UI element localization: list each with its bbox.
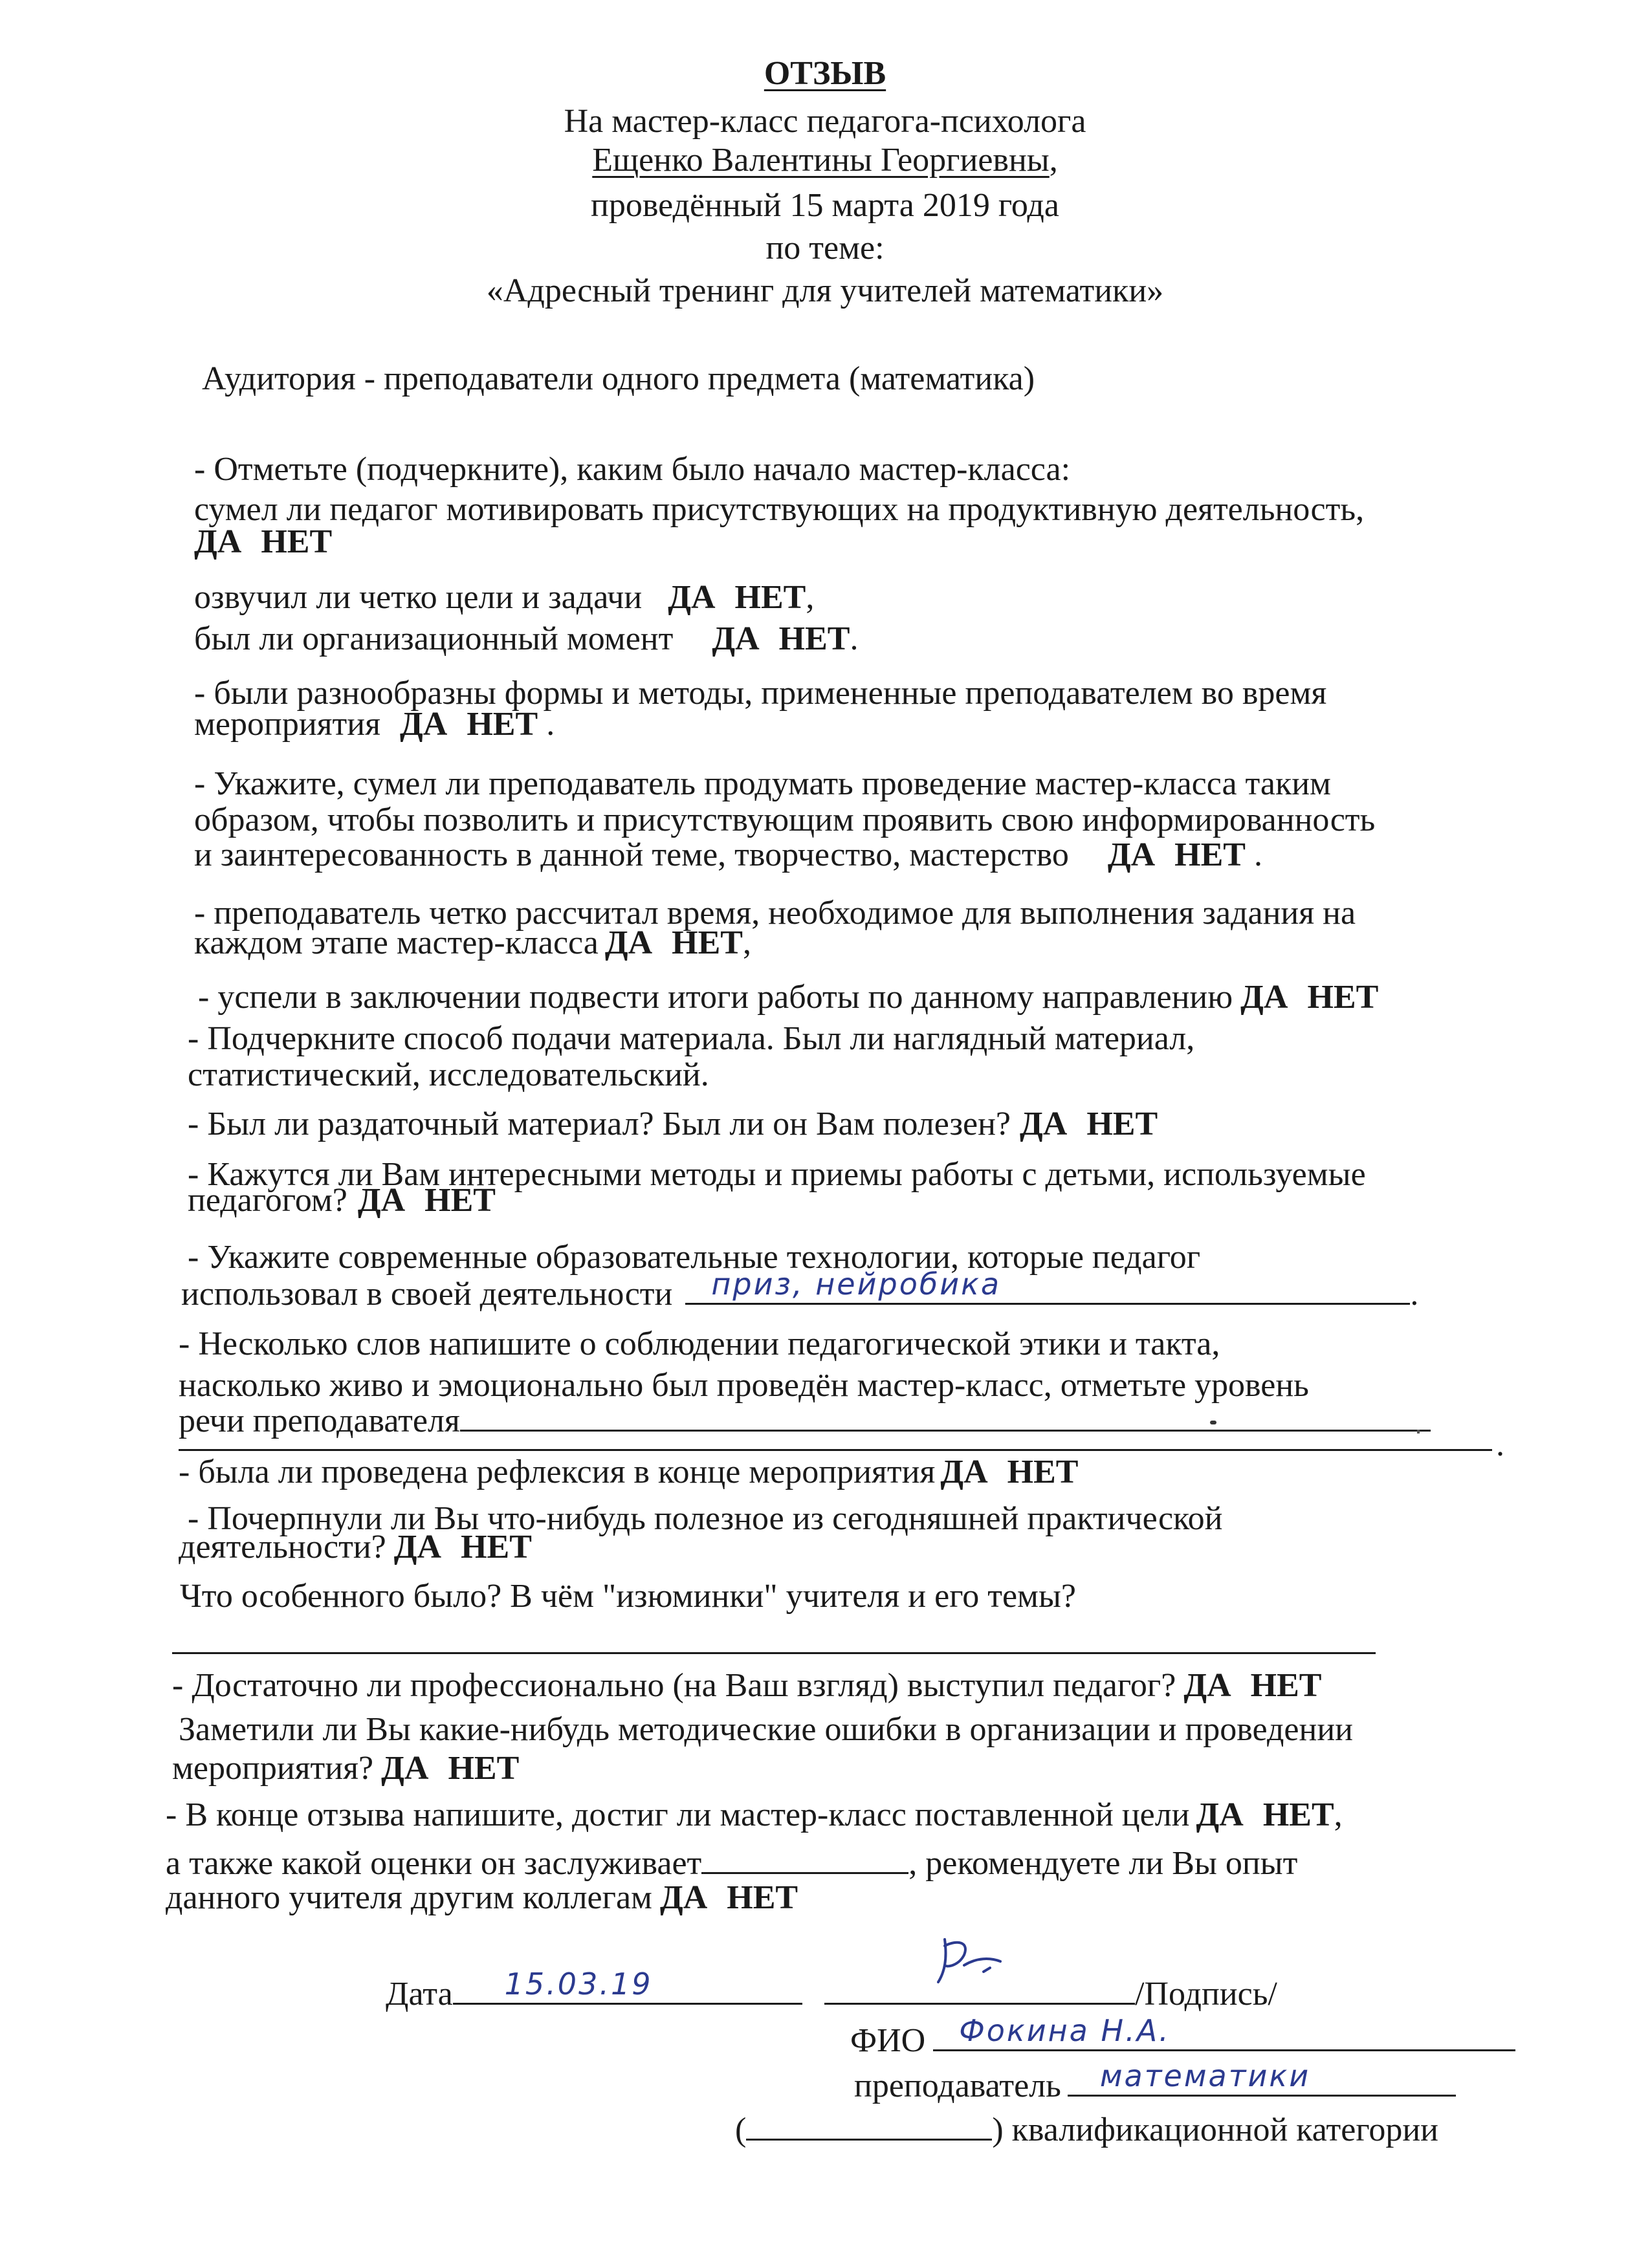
header-line-1: На мастер-класс педагога-психолога bbox=[564, 103, 1086, 140]
question-14b: деятельности? ДА НЕТ bbox=[179, 1529, 532, 1565]
question-5b: образом, чтобы позволить и присутствующим проявить свою информированность bbox=[194, 801, 1376, 838]
question-16: - Достаточно ли профессионально (на Ваш взгляд) выступил педагог? ДА НЕТ bbox=[172, 1667, 1322, 1704]
yes-option: ДА bbox=[659, 1879, 708, 1916]
no-option: НЕТ bbox=[467, 706, 538, 743]
grade-field[interactable] bbox=[701, 1844, 908, 1874]
technologies-handwritten: приз, нейробика bbox=[711, 1267, 1002, 1302]
yes-option: ДА bbox=[194, 523, 242, 560]
question-12c: речи преподавателя bbox=[179, 1401, 1431, 1438]
question-18a: - В конце отзыва напишите, достиг ли мастер-класс поставленной цели ДА НЕТ, bbox=[166, 1796, 1343, 1833]
yes-option: ДА bbox=[1240, 979, 1288, 1016]
teacher-name-line: Ещенко Валентины Георгиевны, bbox=[592, 142, 1058, 179]
no-option: НЕТ bbox=[1174, 836, 1246, 873]
signature-label: /Подпись/ bbox=[1135, 1976, 1277, 2012]
no-option: НЕТ bbox=[261, 523, 333, 560]
date-line: проведённый 15 марта 2019 года bbox=[591, 187, 1059, 224]
signature-mark bbox=[919, 1920, 1016, 1998]
no-option: НЕТ bbox=[424, 1182, 496, 1219]
teacher-row bbox=[854, 2058, 1456, 2104]
question-13: - была ли проведена рефлексия в конце мероприятия ДА НЕТ bbox=[179, 1454, 1079, 1490]
question-17b: мероприятия? ДА НЕТ bbox=[172, 1750, 520, 1787]
date-label: Дата bbox=[386, 1976, 453, 2012]
question-8a: - Подчеркните способ подачи материала. Был ли наглядный материал, bbox=[188, 1020, 1195, 1057]
question-17a: Заметили ли Вы какие-нибудь методические ошибки в организации и проведении bbox=[179, 1711, 1353, 1748]
question-2: озвучил ли четко цели и задачи ДА НЕТ, bbox=[194, 579, 815, 616]
date-row bbox=[386, 1967, 802, 2012]
category-field[interactable] bbox=[746, 2110, 992, 2141]
teacher-label: преподаватель bbox=[854, 2067, 1061, 2104]
no-option: НЕТ bbox=[1307, 979, 1379, 1016]
yes-option: ДА bbox=[1196, 1796, 1244, 1833]
question-1b: сумел ли педагог мотивировать присутствующих на продуктивную деятельность, bbox=[194, 491, 1365, 528]
question-12b: насколько живо и эмоционально был проведён мастер-класс, отметьте уровень bbox=[179, 1367, 1309, 1404]
date-handwritten: 15.03.19 bbox=[504, 1967, 653, 2001]
yes-option: ДА bbox=[400, 706, 448, 743]
question-12a: - Несколько слов напишите о соблюдении педагогической этики и такта, bbox=[179, 1325, 1220, 1362]
speech-level-end: . bbox=[1496, 1426, 1504, 1463]
fio-handwritten: Фокина Н.А. bbox=[959, 2013, 1171, 2048]
question-3: был ли организационный момент ДА НЕТ. bbox=[194, 620, 859, 657]
yes-option: ДА bbox=[712, 620, 760, 657]
speech-level-line-2 bbox=[179, 1449, 1492, 1451]
topic-label: по теме: bbox=[765, 230, 885, 267]
no-option: НЕТ bbox=[1250, 1667, 1322, 1704]
no-option: НЕТ bbox=[461, 1529, 532, 1565]
scan-speck bbox=[1417, 1430, 1420, 1434]
question-8b: статистический, исследовательский. bbox=[188, 1056, 709, 1093]
question-18c: данного учителя другим коллегам ДА НЕТ bbox=[166, 1879, 798, 1916]
fio-row bbox=[850, 2013, 1515, 2059]
yes-option: ДА bbox=[381, 1750, 429, 1787]
yes-option: ДА bbox=[604, 924, 653, 961]
teacher-name: Ещенко Валентины Георгиевны bbox=[592, 142, 1050, 179]
yes-option: ДА bbox=[668, 579, 716, 616]
question-4b: мероприятия ДА НЕТ . bbox=[194, 706, 555, 743]
subject-field[interactable] bbox=[1068, 2058, 1456, 2097]
audience: Аудитория - преподаватели одного предмета (математика) bbox=[202, 360, 1035, 397]
yes-option: ДА bbox=[357, 1182, 406, 1219]
question-18b: а также какой оценки он заслуживает , рекомендуете ли Вы опыт bbox=[166, 1845, 1298, 1882]
yes-option: ДА bbox=[940, 1454, 988, 1490]
highlights-answer-line[interactable] bbox=[172, 1652, 1376, 1654]
no-option: НЕТ bbox=[1262, 1796, 1334, 1833]
question-1a: - Отметьте (подчеркните), каким было начало мастер-класса: bbox=[194, 451, 1071, 488]
no-option: НЕТ bbox=[778, 620, 850, 657]
answer-1 bbox=[194, 525, 332, 559]
fio-label: ФИО bbox=[850, 2022, 926, 2059]
yes-option: ДА bbox=[393, 1529, 442, 1565]
question-5c: и заинтересованность в данной теме, творчество, мастерство ДА НЕТ . bbox=[194, 836, 1262, 873]
question-9: - Был ли раздаточный материал? Был ли он Вам полезен? ДА НЕТ bbox=[188, 1106, 1158, 1142]
question-11a: - Укажите современные образовательные технологии, которые педагог bbox=[188, 1239, 1201, 1276]
date-field[interactable] bbox=[453, 1967, 802, 2005]
yes-option: ДА bbox=[1020, 1106, 1068, 1142]
question-6b: каждом этапе мастер-класса ДА НЕТ, bbox=[194, 924, 751, 961]
no-option: НЕТ bbox=[1007, 1454, 1079, 1490]
technologies-field[interactable] bbox=[685, 1267, 1410, 1305]
question-6a: - преподаватель четко рассчитал время, необходимое для выполнения задания на bbox=[194, 895, 1356, 932]
scan-speck bbox=[1210, 1421, 1216, 1424]
subject-handwritten: математики bbox=[1099, 2058, 1311, 2093]
question-15: Что особенного было? В чём "изюминки" учителя и его темы? bbox=[180, 1578, 1076, 1615]
fio-field[interactable] bbox=[933, 2013, 1515, 2051]
signature-row bbox=[824, 1974, 1277, 2011]
no-option: НЕТ bbox=[1086, 1106, 1158, 1142]
question-7: - успели в заключении подвести итоги работы по данному направлению ДА НЕТ bbox=[198, 979, 1379, 1016]
topic: «Адресный тренинг для учителей математики» bbox=[486, 272, 1164, 309]
no-option: НЕТ bbox=[734, 579, 806, 616]
question-10b: педагогом? ДА НЕТ bbox=[188, 1182, 496, 1219]
no-option: НЕТ bbox=[448, 1750, 520, 1787]
question-10a: - Кажутся ли Вам интересными методы и приемы работы с детьми, используемые bbox=[188, 1156, 1366, 1193]
form-title: ОТЗЫВ bbox=[764, 55, 886, 92]
yes-option: ДА bbox=[1107, 836, 1156, 873]
question-4a: - были разнообразны формы и методы, примененные преподавателем во время bbox=[194, 675, 1327, 712]
question-5a: - Укажите, сумел ли преподаватель продумать проведение мастер-класса таким bbox=[194, 765, 1331, 802]
speech-level-field[interactable] bbox=[460, 1401, 1431, 1432]
no-option: НЕТ bbox=[727, 1879, 798, 1916]
question-14a: - Почерпнули ли Вы что-нибудь полезное из сегодняшней практической bbox=[188, 1500, 1223, 1537]
question-11b: использовал в своей деятельности приз, нейробика . bbox=[181, 1267, 1419, 1313]
no-option: НЕТ bbox=[672, 924, 743, 961]
category-row: ( ) квалификационной категории bbox=[735, 2111, 1439, 2148]
yes-option: ДА bbox=[1183, 1667, 1231, 1704]
